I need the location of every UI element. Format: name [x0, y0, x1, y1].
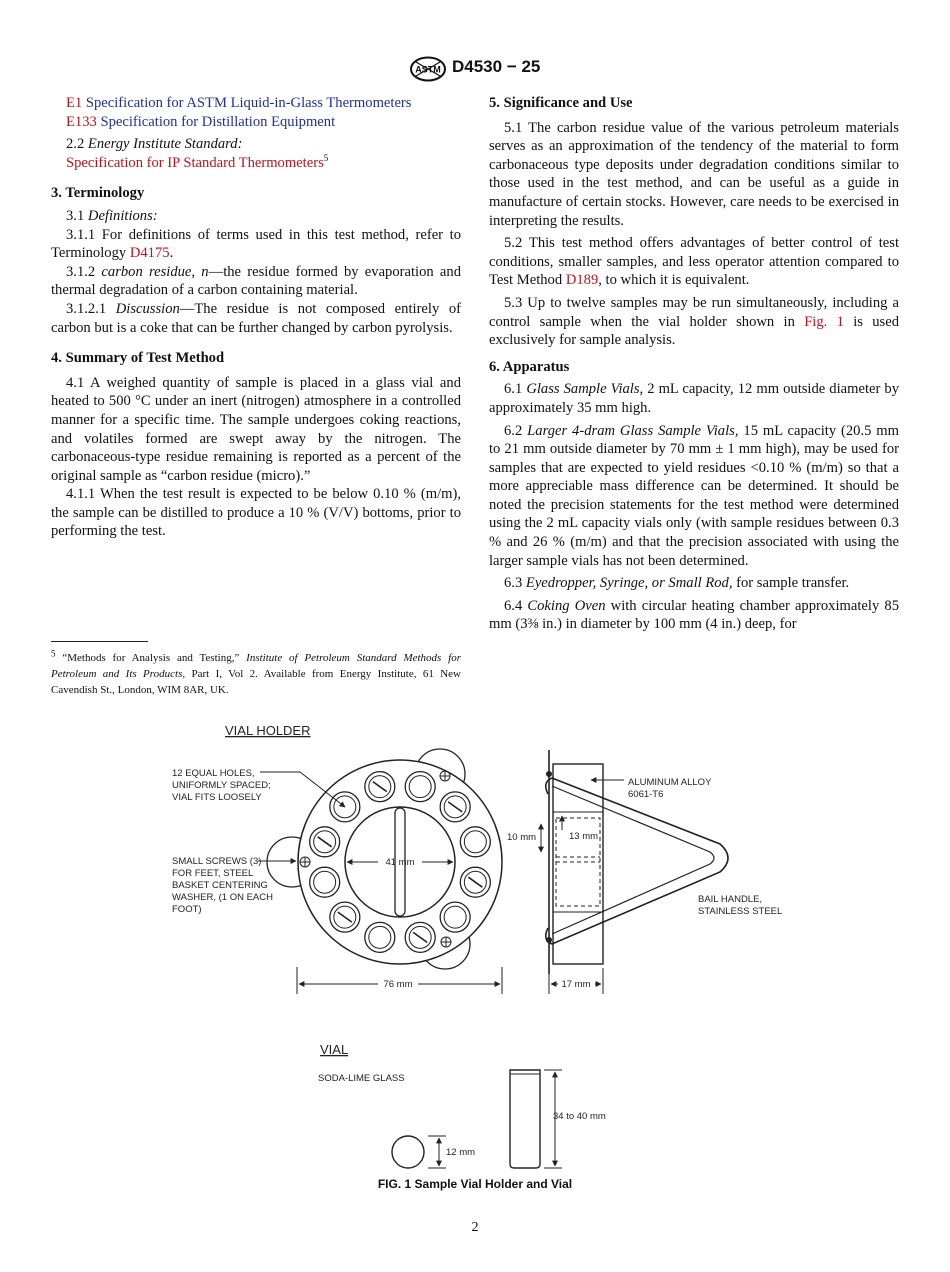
section-3-1-1: 3.1.1 For definitions of terms used in this test method, refer to Terminology D4175. — [51, 226, 461, 262]
screws-note-line1: SMALL SCREWS (3) — [172, 856, 262, 867]
figure-caption: FIG. 1 Sample Vial Holder and Vial — [377, 1177, 573, 1191]
reference-link-d4175[interactable]: D4175 — [129, 245, 170, 262]
reference-link-d189[interactable]: D189 — [565, 272, 599, 289]
section-5-2: 5.2 This test method offers advantages of better control of test conditions, smaller samples, and less operator attention compared to Test Method D189, to which it is equivalent. — [489, 235, 899, 289]
section-number: 3.1.2.1 — [66, 300, 107, 317]
reference-link-e1[interactable]: E1 — [66, 95, 83, 111]
dim-34-40-label: 34 to 40 mm — [553, 1111, 606, 1122]
bail-label-line1: BAIL HANDLE, — [698, 894, 763, 905]
section-heading-significance: 5. Significance and Use — [489, 95, 633, 111]
paragraph-text: 3.1.1 For definitions of terms used in this test method, refer to Terminology — [51, 226, 461, 262]
discussion-label: Discussion — [115, 300, 180, 317]
apparatus-term: Glass Sample Vials, — [526, 381, 644, 398]
vial-material: SODA-LIME GLASS — [318, 1073, 405, 1084]
reference-link-e133[interactable]: E133 — [66, 113, 97, 130]
definition-text: —the residue formed by evaporation and thermal degradation of a carbon containing material. — [51, 263, 461, 299]
discussion-text: —The residue is not composed entirely of carbon but is a coke that can be further changed by carbon pyrolysis. — [51, 300, 461, 336]
reference-title[interactable]: Specification for Distillation Equipment — [100, 113, 336, 130]
bail-handle — [546, 778, 728, 944]
section-number: 3.1.2 — [66, 263, 96, 280]
figure-link[interactable]: Fig. 1 — [804, 313, 844, 330]
section-6-1: 6.1 Glass Sample Vials, 2 mL capacity, 12 mm outside diameter by approximately 35 mm high. — [489, 381, 899, 416]
reference-e133 — [51, 113, 461, 132]
section-4-1-1: 4.1.1 When the test result is expected to be below 0.10 % (m/m), the sample can be distilled to produce a 10 % (V/V) bottoms, prior to performing the test. — [51, 486, 461, 540]
section-3-1 — [51, 207, 461, 226]
reference-link-ip[interactable]: Specification for IP Standard Thermometers — [66, 154, 324, 171]
apparatus-term: Eyedropper, Syringe, or Small Rod, — [525, 575, 733, 592]
footnote-number: 5 — [51, 648, 56, 659]
footnote: $^5$ “Methods for Analysis and Testing,” Institute of Petroleum Standard Methods for Petroleum and Its Products, Part I, Vol 2. Available from Energy Institute, 61 New Cavendish St., London, WIM 8AR, UK. — [51, 648, 462, 696]
reference-title[interactable]: Specification for ASTM Liquid-in-Glass Thermometers — [85, 95, 412, 111]
section-heading-terminology: 3. Terminology — [51, 185, 145, 202]
section-2-2 — [51, 135, 461, 154]
dim-10-label: 10 mm — [507, 832, 537, 843]
alloy-label-line1: ALUMINUM ALLOY — [628, 777, 712, 788]
footnote-divider — [51, 641, 148, 642]
document-id: D4530 − 25 — [452, 57, 541, 76]
holes-note-line1: 12 EQUAL HOLES, — [172, 768, 255, 779]
section-3-1-2 — [51, 263, 461, 300]
screws-note-line4: WASHER, (1 ON EACH — [172, 892, 273, 903]
holes-note-line3: VIAL FITS LOOSELY — [172, 792, 262, 803]
vial-side-view — [510, 1070, 540, 1168]
section-5-1: 5.1 The carbon residue value of the various petroleum materials serves as an approximation of the tendency of the material to form carbonaceous type deposits under degradation conditions similar to those used in the test method, and can be useful as a guide in manufacture of certain stocks. However, care needs to be exercised in interpreting the results. — [489, 119, 899, 229]
footnote-marker: 5 — [323, 152, 329, 163]
screws-note-line5: FOOT) — [172, 904, 202, 915]
vial-top-view — [392, 1136, 424, 1168]
svg-text:ASTM: ASTM — [415, 64, 441, 75]
section-title: Energy Institute Standard: — [87, 136, 243, 153]
screws-note-line3: BASKET CENTERING — [172, 880, 268, 891]
figure-vial-holder — [150, 712, 800, 1182]
dim-13-label: 13 mm — [569, 831, 599, 842]
apparatus-term: Coking Oven — [527, 597, 606, 614]
section-heading-apparatus: 6. Apparatus — [489, 358, 570, 375]
vial-title: VIAL — [320, 1042, 349, 1057]
alloy-label-line2: 6061-T6 — [628, 789, 664, 800]
section-number: 2.2 — [66, 136, 85, 153]
section-label: Definitions: — [87, 207, 158, 224]
figure-drawing — [150, 712, 800, 1182]
section-4-1: 4.1 A weighed quantity of sample is placed in a glass vial and heated to 500 °C under an inert (nitrogen) atmosphere in a controlled manner for a specific time. The sample undergoes coking reactions, and volatiles formed are swept away by the nitrogen. The carbonaceous-type residue remaining is reported as a percent of the original sample as “carbon residue (micro).” — [51, 374, 461, 484]
reference-ip — [51, 154, 461, 173]
page-header — [0, 56, 950, 82]
dim-76-label: 76 mm — [383, 979, 413, 990]
section-6-4: 6.4 Coking Oven with circular heating chamber approximately 85 mm (3⅜ in.) in diameter by 100 mm (4 in.) deep, for — [489, 597, 899, 633]
holes-note-line2: UNIFORMLY SPACED; — [172, 780, 271, 791]
section-6-3: 6.3 Eyedropper, Syringe, or Small Rod, for sample transfer. — [504, 575, 850, 592]
right-column — [489, 94, 899, 634]
section-6-2: 6.2 Larger 4-dram Glass Sample Vials, 15 mL capacity (20.5 mm to 21 mm outside diameter by 70 mm ± 1 mm high), may be used for samples that are expected to yield residues <0.10 % (m/m) so that a more appreciable mass difference can be determined. It should be noted the precision statements for the test method were determined using the 2 mL capacity vials only (with sample residues between 0.3 % and 26 % (m/m) and that the precision associated with using the larger sample vials has not been determined. — [489, 422, 900, 569]
dim-41-label: 41 mm — [385, 857, 415, 868]
section-3-1-2-1 — [51, 300, 461, 337]
page-number: 2 — [471, 1220, 479, 1235]
section-5-3: 5.3 Up to twelve samples may be run simultaneously, including a control sample when the vial holder shown in Fig. 1 is used exclusively for sample analysis. — [489, 294, 899, 349]
left-column — [51, 94, 461, 541]
apparatus-term: Larger 4-dram Glass Sample Vials, — [527, 422, 739, 439]
defined-term: carbon residue, n — [101, 263, 209, 280]
screws-note-line2: FOR FEET, STEEL — [172, 868, 254, 879]
astm-logo-icon — [408, 56, 448, 82]
dim-12-label: 12 mm — [446, 1147, 476, 1158]
bail-label-line2: STAINLESS STEEL — [698, 906, 783, 917]
section-number: 3.1 — [66, 207, 85, 224]
reference-e1 — [51, 94, 461, 113]
section-heading-summary: 4. Summary of Test Method — [51, 350, 225, 367]
dim-17-label: 17 mm — [561, 979, 591, 990]
vial-holder-title: VIAL HOLDER — [225, 723, 311, 738]
